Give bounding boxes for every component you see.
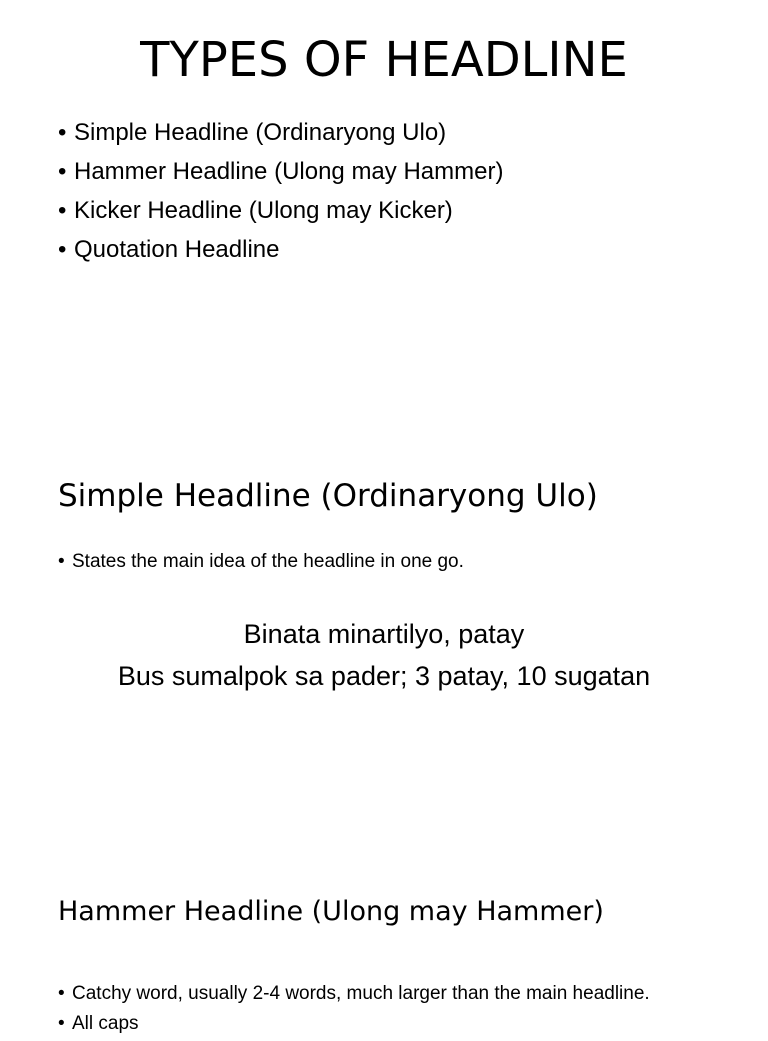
list-item: • All caps [58,1011,650,1041]
slide-title: Simple Headline (Ordinaryong Ulo) [58,478,598,514]
example-headlines [0,613,768,697]
description-list [58,981,650,1041]
list-item: • States the main idea of the headline in one go. [58,549,464,579]
slide-title: TYPES OF HEADLINE [140,32,628,88]
description-list [58,549,464,579]
headline-types-list [58,116,503,272]
list-item: • Kicker Headline (Ulong may Kicker) [58,194,503,233]
list-item: • Simple Headline (Ordinaryong Ulo) [58,116,503,155]
slide-title: Hammer Headline (Ulong may Hammer) [58,896,604,927]
list-item: • Hammer Headline (Ulong may Hammer) [58,155,503,194]
example-headline: Bus sumalpok sa pader; 3 patay, 10 sugatan [117,661,651,691]
example-headline: Binata minartilyo, patay [243,619,525,649]
slide-hammer-headline [0,830,768,1034]
list-item: • Quotation Headline [58,233,503,272]
slide-simple-headline [0,410,768,830]
list-item: • Catchy word, usually 2-4 words, much larger than the main headline. [58,981,650,1011]
slide-types-of-headline [0,0,768,410]
